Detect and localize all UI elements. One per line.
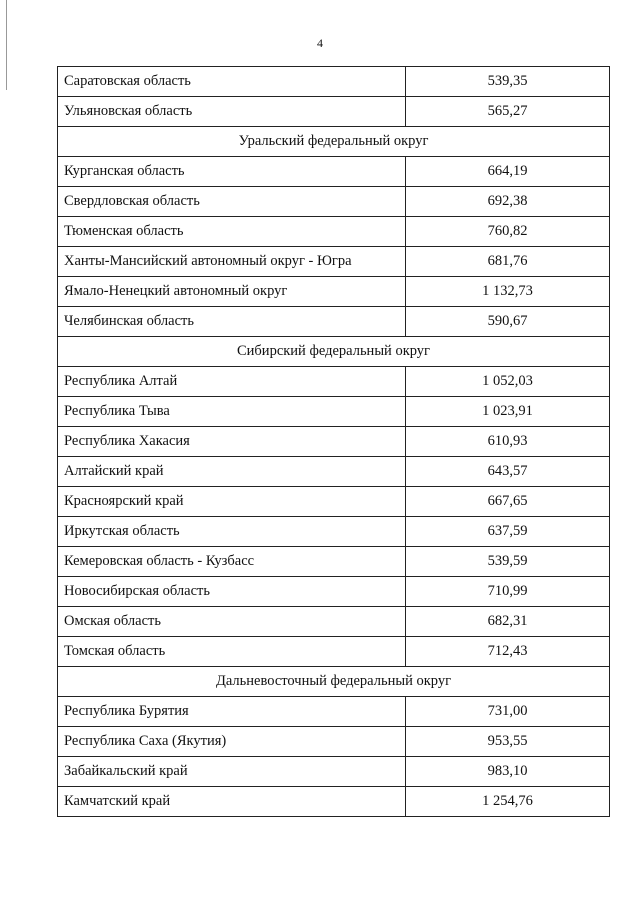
region-value: 667,65 [406, 487, 610, 517]
region-name: Республика Бурятия [58, 697, 406, 727]
region-value: 681,76 [406, 247, 610, 277]
table-row [58, 757, 610, 787]
region-value: 983,10 [406, 757, 610, 787]
region-value: 643,57 [406, 457, 610, 487]
district-name: Дальневосточный федеральный округ [58, 667, 610, 697]
region-value: 565,27 [406, 97, 610, 127]
region-name: Забайкальский край [58, 757, 406, 787]
region-name: Челябинская область [58, 307, 406, 337]
district-name: Сибирский федеральный округ [58, 337, 610, 367]
table-row [58, 787, 610, 817]
region-name: Алтайский край [58, 457, 406, 487]
table-row [58, 637, 610, 667]
region-value: 539,35 [406, 67, 610, 97]
region-value: 1 132,73 [406, 277, 610, 307]
region-name: Ульяновская область [58, 97, 406, 127]
district-header-row [58, 667, 610, 697]
region-value: 664,19 [406, 157, 610, 187]
regions-table [57, 66, 610, 817]
region-value: 760,82 [406, 217, 610, 247]
region-name: Республика Саха (Якутия) [58, 727, 406, 757]
region-name: Ямало-Ненецкий автономный округ [58, 277, 406, 307]
table-row [58, 547, 610, 577]
region-name: Красноярский край [58, 487, 406, 517]
region-name: Камчатский край [58, 787, 406, 817]
table-row [58, 367, 610, 397]
region-name: Иркутская область [58, 517, 406, 547]
region-value: 539,59 [406, 547, 610, 577]
region-name: Томская область [58, 637, 406, 667]
table-row [58, 67, 610, 97]
table-row [58, 397, 610, 427]
regions-table-body [58, 67, 610, 817]
region-value: 637,59 [406, 517, 610, 547]
region-name: Республика Хакасия [58, 427, 406, 457]
region-value: 692,38 [406, 187, 610, 217]
region-name: Саратовская область [58, 67, 406, 97]
page-number: 4 [317, 36, 323, 50]
table-row [58, 427, 610, 457]
region-name: Курганская область [58, 157, 406, 187]
table-row [58, 457, 610, 487]
region-value: 682,31 [406, 607, 610, 637]
table-row [58, 97, 610, 127]
region-name: Кемеровская область - Кузбасс [58, 547, 406, 577]
district-header-row [58, 127, 610, 157]
table-row [58, 307, 610, 337]
table-row [58, 517, 610, 547]
table-row [58, 577, 610, 607]
region-value: 731,00 [406, 697, 610, 727]
region-name: Тюменская область [58, 217, 406, 247]
district-header-row [58, 337, 610, 367]
region-value: 710,99 [406, 577, 610, 607]
region-value: 590,67 [406, 307, 610, 337]
region-name: Ханты-Мансийский автономный округ - Югра [58, 247, 406, 277]
table-row [58, 697, 610, 727]
region-value: 712,43 [406, 637, 610, 667]
district-name: Уральский федеральный округ [58, 127, 610, 157]
table-row [58, 607, 610, 637]
table-row [58, 187, 610, 217]
region-name: Новосибирская область [58, 577, 406, 607]
region-name: Республика Алтай [58, 367, 406, 397]
table-row [58, 247, 610, 277]
table-row [58, 487, 610, 517]
region-value: 1 023,91 [406, 397, 610, 427]
region-name: Омская область [58, 607, 406, 637]
region-name: Республика Тыва [58, 397, 406, 427]
table-row [58, 277, 610, 307]
table-row [58, 727, 610, 757]
region-value: 1 254,76 [406, 787, 610, 817]
region-name: Свердловская область [58, 187, 406, 217]
region-value: 953,55 [406, 727, 610, 757]
region-value: 610,93 [406, 427, 610, 457]
region-value: 1 052,03 [406, 367, 610, 397]
table-row [58, 157, 610, 187]
table-row [58, 217, 610, 247]
